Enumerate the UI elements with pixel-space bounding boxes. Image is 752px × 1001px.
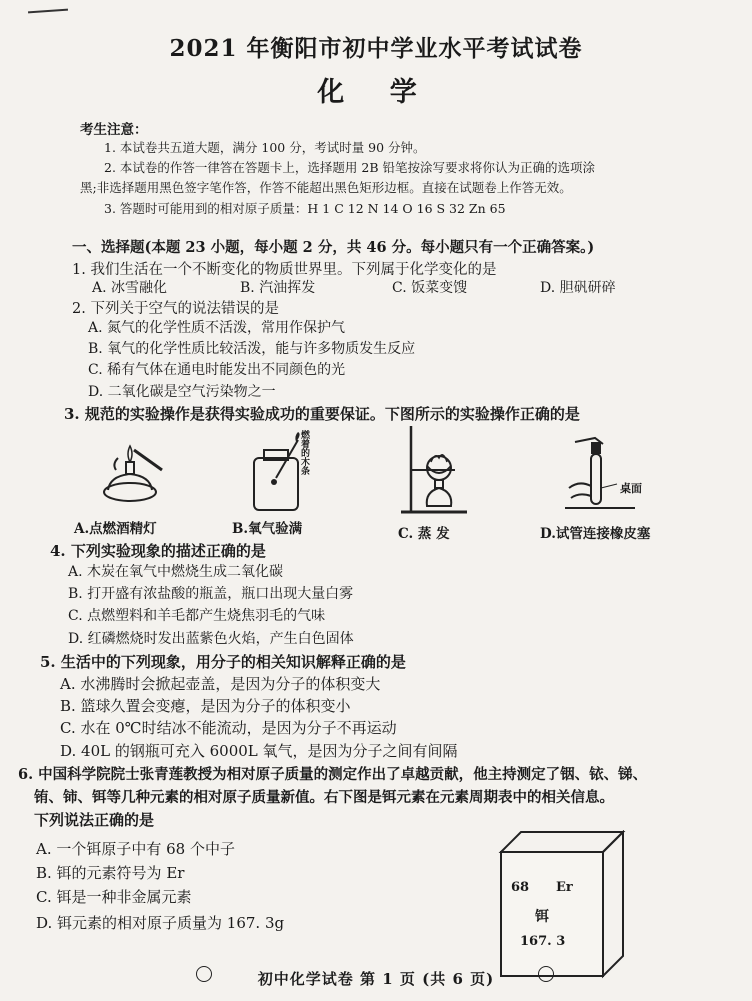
element-name: 铒 [535,909,549,925]
question-6-stem-3: 下列说法正确的是 [34,811,155,829]
q3-label-c: C. 蒸 发 [398,526,450,542]
question-5-stem: 5. 生活中的下列现象，用分子的相关知识解释正确的是 [40,653,406,671]
q3-label-d: D.试管连接橡皮塞 [540,526,651,542]
q3-label-a: A.点燃酒精灯 [74,521,157,537]
question-6-stem-2: 铕、铈、铒等几种元素的相对原子质量新值。右下图是铒元素在元素周期表中的相关信息。 [34,789,614,806]
question-4-stem: 4. 下列实验现象的描述正确的是 [50,542,266,560]
table-label: 桌面 [620,482,642,495]
page-footer: 初中化学试卷 第 1 页 (共 6 页) [257,970,495,988]
question-3-stem: 3. 规范的实验操作是获得实验成功的重要保证。下图所示的实验操作正确的是 [64,405,580,423]
note-line-3: 黑;非选择题用黑色签字笔作答，作答不能超出黑色矩形边框。直接在试题卷上作答无效。 [80,180,572,195]
q4-option-c: C. 点燃塑料和羊毛都产生烧焦羽毛的气味 [68,608,326,624]
q1-option-c: C. 饭菜变馊 [392,280,468,296]
q1-option-a: A. 冰雪融化 [92,280,168,296]
q4-option-a: A. 木炭在氧气中燃烧生成二氧化碳 [68,564,284,580]
note-line-1: 1. 本试卷共五道大题，满分 100 分，考试时量 90 分钟。 [104,140,426,155]
q6-option-b: B. 铒的元素符号为 Er [36,864,185,882]
question-1-stem: 1. 我们生活在一个不断变化的物质世界里。下列属于化学变化的是 [72,262,497,278]
q2-option-b: B. 氧气的化学性质比较活泼，能与许多物质发生反应 [88,341,416,357]
page-title: 2021 年衡阳市初中学业水平考试试卷 [169,35,583,62]
q2-option-a: A. 氮气的化学性质不活泼，常用作保护气 [88,320,346,336]
element-symbol: Er [556,880,573,895]
burning-stick-label: 燃着的木条 [299,430,309,475]
q2-option-d: D. 二氧化碳是空气污染物之一 [88,384,276,400]
note-line-2: 2. 本试卷的作答一律答在答题卡上，选择题用 2B 铅笔按涂写要求将你认为正确的选项涂 [104,160,595,175]
q4-option-b: B. 打开盛有浓盐酸的瓶盖，瓶口出现大量白雾 [68,586,354,602]
notes-heading: 考生注意： [80,122,148,138]
question-2-stem: 2. 下列关于空气的说法错误的是 [72,301,279,317]
section-heading: 一、选择题(本题 23 小题，每小题 2 分，共 46 分。每小题只有一个正确答案。) [72,239,595,256]
scan-mark [28,9,68,14]
q5-option-b: B. 篮球久置会变瘪，是因为分子的体积变小 [60,697,351,715]
q5-option-d: D. 40L 的钢瓶可充入 6000L 氧气，是因为分子之间有间隔 [60,742,458,760]
footer-seal-icon-right [538,966,554,982]
question-6-stem-1: 6. 中国科学院院士张青莲教授为相对原子质量的测定作出了卓越贡献，他主持测定了铟、铱、锑、 [18,766,648,783]
figure-lighting-alcohol-lamp [90,440,180,510]
figure-evaporation [395,420,475,520]
q6-option-d: D. 铒元素的相对原子质量为 167. 3g [36,914,285,932]
q6-option-c: C. 铒是一种非金属元素 [36,888,192,906]
element-atomic-mass: 167. 3 [520,934,566,949]
subject-title: 化 学 [317,77,435,108]
note-line-4: 3. 答题时可能用到的相对原子质量：H 1 C 12 N 14 O 16 S 32 Zn 65 [104,201,506,216]
q5-option-a: A. 水沸腾时会掀起壶盖，是因为分子的体积变大 [60,675,381,693]
element-cell-erbium [497,830,627,980]
q2-option-c: C. 稀有气体在通电时能发出不同颜色的光 [88,362,346,378]
q6-option-a: A. 一个铒原子中有 68 个中子 [36,840,235,858]
figure-test-tube-stopper [565,428,635,520]
q4-option-d: D. 红磷燃烧时发出蓝紫色火焰，产生白色固体 [68,631,354,647]
q5-option-c: C. 水在 0℃时结冰不能流动，是因为分子不再运动 [60,719,397,737]
q1-option-d: D. 胆矾研碎 [540,280,616,296]
element-atomic-number: 68 [511,880,530,895]
q3-label-b: B.氧气验满 [232,521,303,537]
q1-option-b: B. 汽油挥发 [240,280,316,296]
